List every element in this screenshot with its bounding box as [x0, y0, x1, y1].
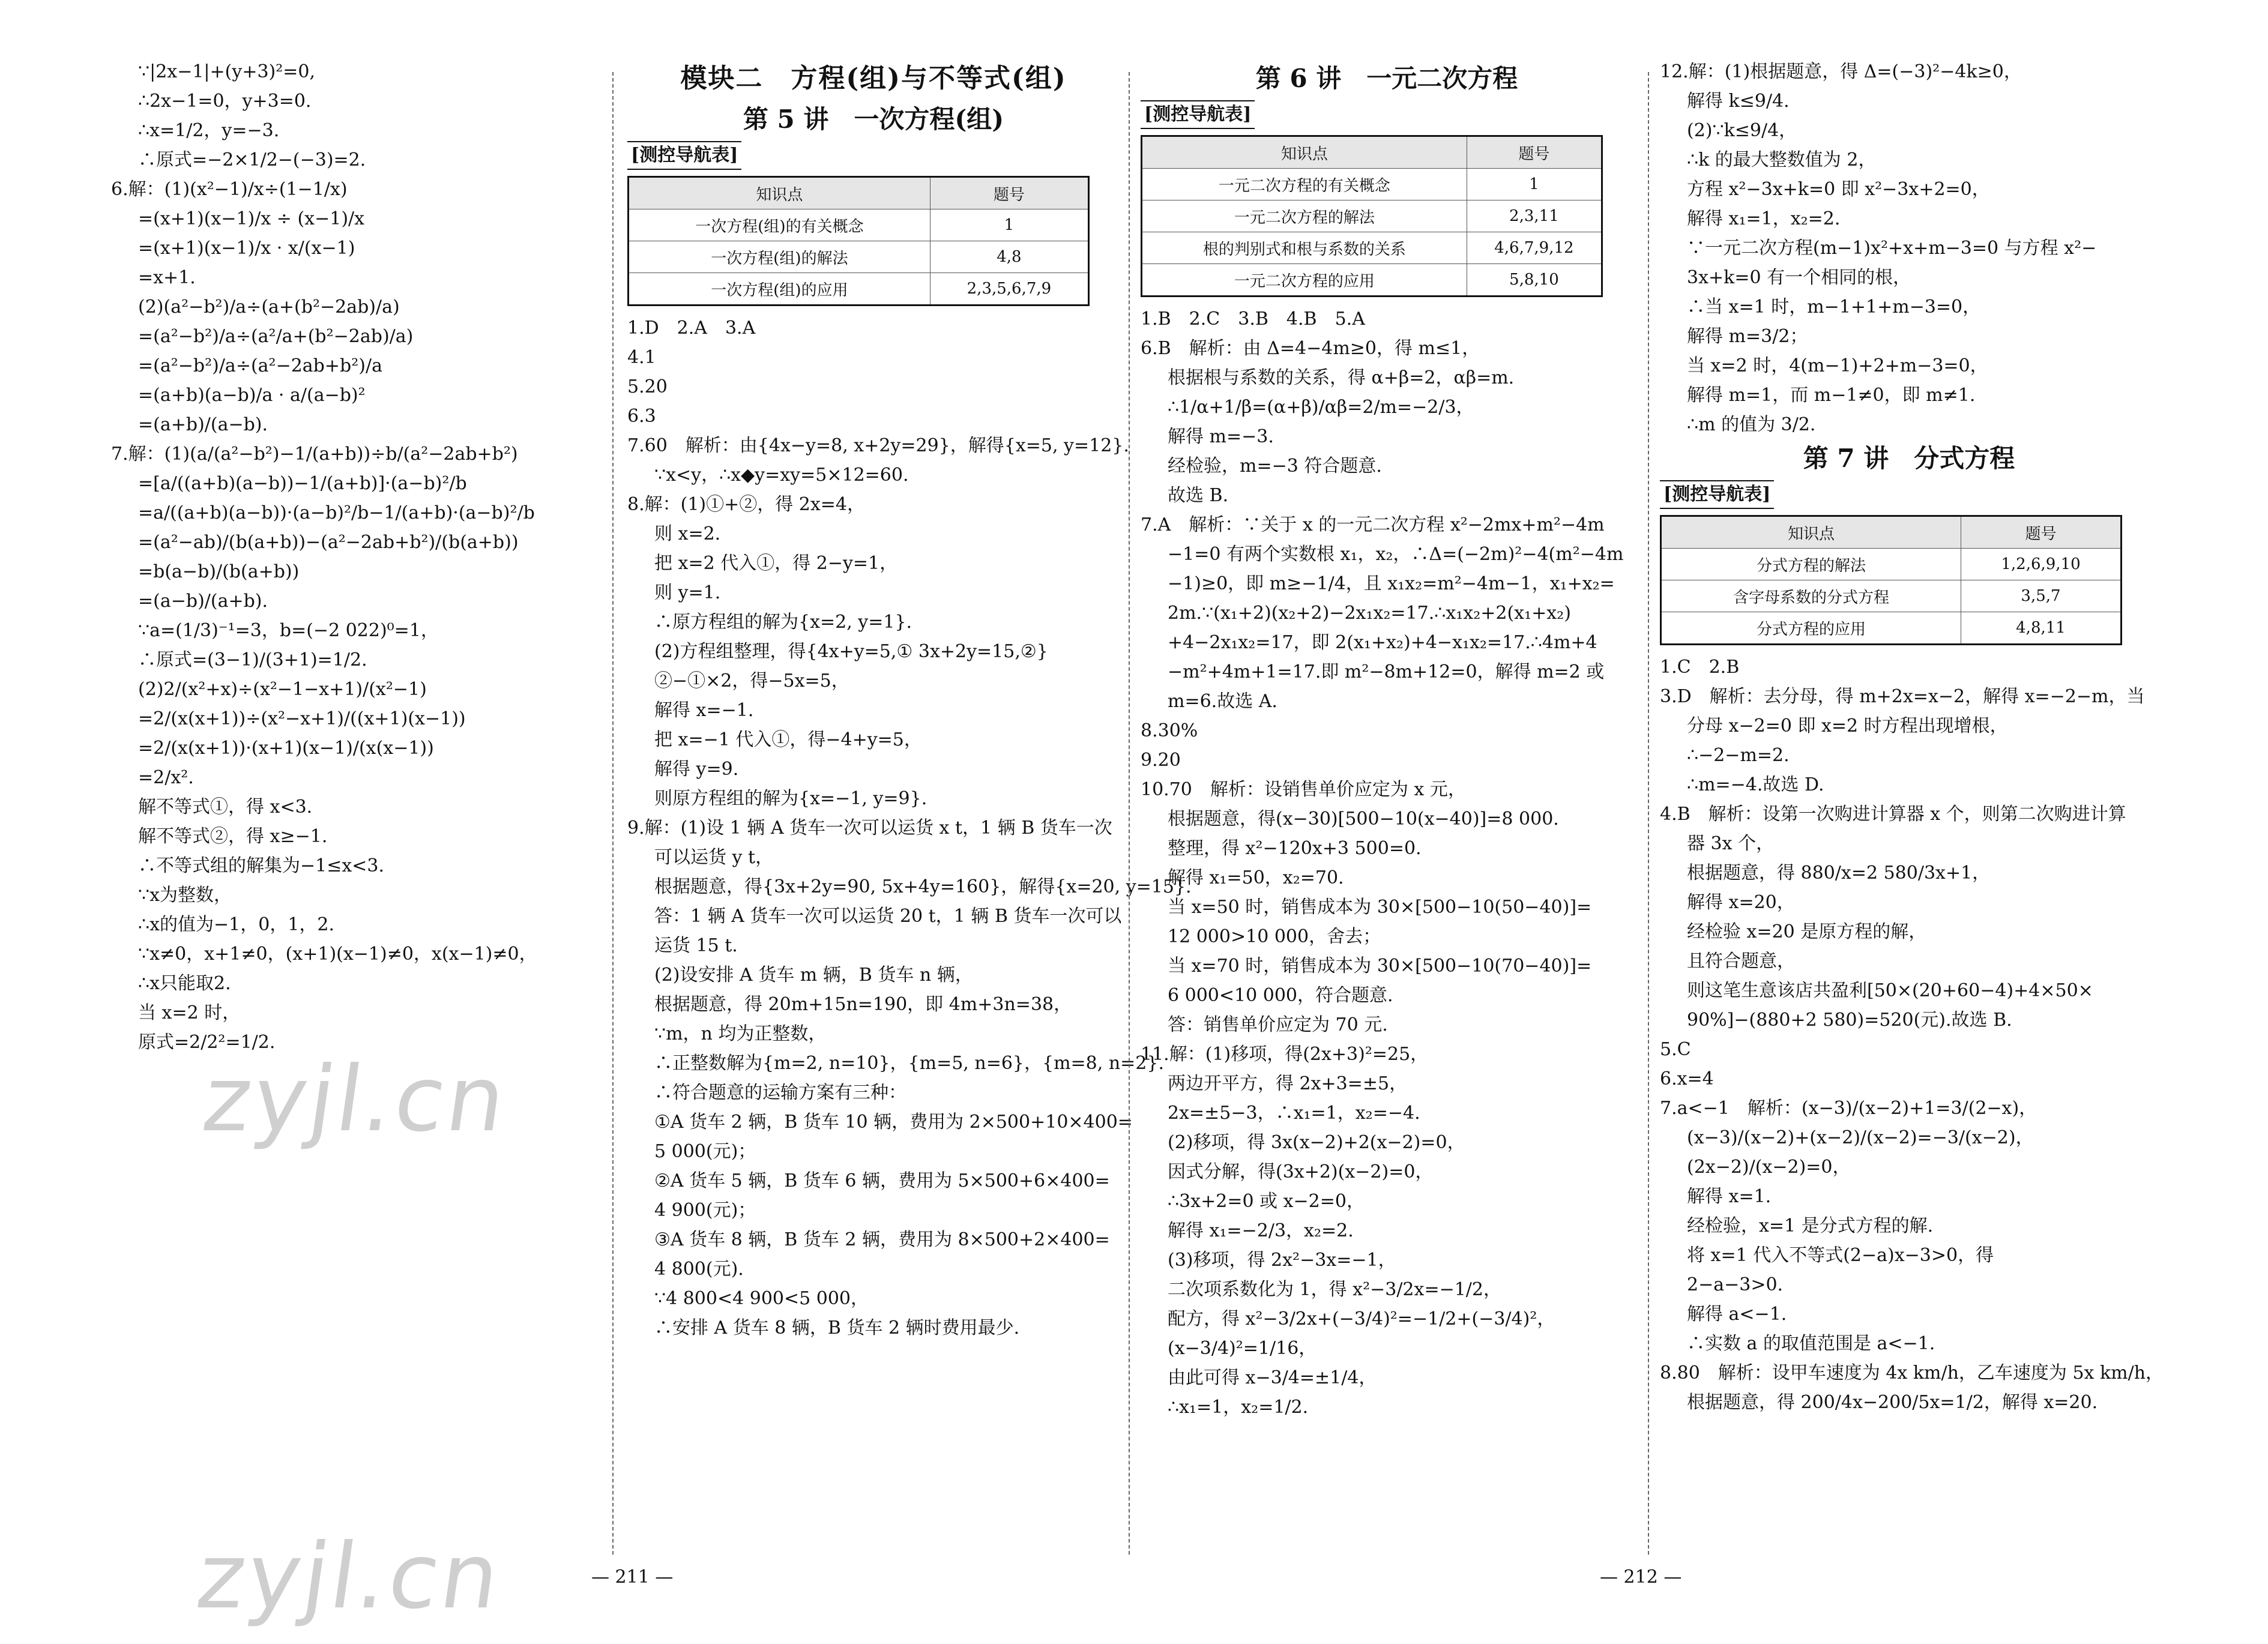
answer-line: (2)移项，得 3x(x−2)+2(x−2)=0， [1168, 1132, 1465, 1153]
table-cell: 1,2,6,9,10 [1961, 549, 2122, 580]
answer-line: ∴正整数解为{m=2, n=10}，{m=5, n=6}，{m=8, n=2}. [654, 1053, 1165, 1074]
answer-line: 故选 B. [1168, 485, 1229, 506]
answer-line: 当 x=2 时， [138, 1002, 241, 1023]
answer-line: 解得 m=1，而 m−1≠0，即 m≠1. [1687, 385, 1976, 406]
answer-line: 则原方程组的解为{x=−1, y=9}. [654, 788, 927, 809]
answer-line: (2x−2)/(x−2)=0， [1687, 1157, 1851, 1178]
answer-line: 7.解：(1)(a/(a²−b²)−1/(a+b))÷b/(a²−2ab+b²) [111, 444, 518, 465]
column-4 [1660, 57, 2164, 1417]
table-row [1142, 200, 1602, 232]
watermark: zyjl.cn [196, 1047, 514, 1152]
table-cell: 1 [1467, 169, 1602, 200]
answer-line: 由此可得 x−3/4=±1/4， [1168, 1367, 1377, 1388]
answer-line: 4 900(元)； [654, 1200, 756, 1221]
table-header: 知识点 [1142, 136, 1467, 169]
answer-line: 8.解：(1)①+②，得 2x=4， [627, 494, 866, 515]
answer-line: ∴不等式组的解集为−1≤x<3. [138, 855, 385, 876]
answer-line: 根据题意，得{3x+2y=90, 5x+4y=160}，解得{x=20, y=15}. [654, 876, 1192, 897]
table-cell: 一次方程(组)的解法 [629, 241, 930, 273]
answer-line: ③A 货车 8 辆，B 货车 2 辆，费用为 8×500+2×400= [654, 1229, 1110, 1250]
answer-line: (2)2/(x²+x)÷(x²−1−x+1)/(x²−1) [138, 679, 427, 700]
answer-line: 根据题意，得 20m+15n=190，即 4m+3n=38， [654, 994, 1072, 1015]
answer-line: 运货 15 t. [654, 935, 738, 956]
answer-line: 解不等式①，得 x<3. [138, 796, 313, 817]
table-row [1142, 169, 1602, 200]
answer-line: ①A 货车 2 辆，B 货车 10 辆，费用为 2×500+10×400= [654, 1112, 1133, 1133]
answer-line: =[a/((a+b)(a−b))−1/(a+b)]·(a−b)²/b [138, 473, 467, 494]
table-header: 题号 [1467, 136, 1602, 169]
answer-line: ∴2x−1=0，y+3=0. [138, 91, 312, 112]
answer-line: 7.60 解析：由{4x−y=8, x+2y=29}，解得{x=5, y=12}. [627, 435, 1129, 456]
table-row [629, 241, 1089, 273]
answer-line: 两边开平方，得 2x+3=±5， [1168, 1073, 1408, 1094]
table-cell: 4,8,11 [1961, 612, 2122, 645]
answer-line: 则 x=2. [654, 523, 721, 544]
answer-line: 二次项系数化为 1，得 x²−3/2x=−1/2， [1168, 1279, 1501, 1300]
lecture-6-answers-cont [1660, 57, 2158, 439]
answer-line: ∴安排 A 货车 8 辆，B 货车 2 辆时费用最少. [654, 1317, 1020, 1338]
answer-line: =a/((a+b)(a−b))·(a−b)²/b−1/(a+b)·(a−b)²/b [138, 502, 535, 523]
answer-line: 6.3 [627, 406, 656, 427]
answer-line: ∴原方程组的解为{x=2, y=1}. [654, 612, 912, 633]
answer-line: =(a²−ab)/(b(a+b))−(a²−2ab+b²)/(b(a+b)) [138, 532, 519, 553]
answer-line: =x+1. [138, 267, 196, 288]
answer-line: ②−①×2，得−5x=5， [654, 670, 849, 691]
answer-line: 5.C [1660, 1039, 1691, 1060]
table-cell: 5,8,10 [1467, 264, 1602, 297]
answer-line: 解得 x=−1. [654, 700, 754, 721]
answer-line: 2m.∵(x₁+2)(x₂+2)−2x₁x₂=17.∴x₁x₂+2(x₁+x₂) [1168, 603, 1571, 624]
answer-line: ∴原式=−2×1/2−(−3)=2. [138, 149, 366, 170]
table-cell: 2,3,11 [1467, 200, 1602, 232]
module-title: 模块二 方程(组)与不等式(组) [680, 63, 1067, 94]
answer-line: ∵x<y，∴x◆y=xy=5×12=60. [654, 465, 909, 486]
table-header: 知识点 [1661, 516, 1961, 549]
answer-line: 因式分解，得(3x+2)(x−2)=0， [1168, 1161, 1434, 1182]
answer-line: 9.20 [1141, 750, 1181, 771]
answer-line: 把 x=−1 代入①，得−4+y=5， [654, 729, 922, 750]
knowledge-table-6 [1141, 135, 1603, 297]
table-row [1661, 549, 2122, 580]
answer-line: 6.解：(1)(x²−1)/x÷(1−1/x) [111, 179, 348, 200]
table-cell: 一次方程(组)的应用 [629, 273, 930, 306]
answer-line: 6.x=4 [1660, 1068, 1714, 1089]
answer-line: ∵|2x−1|+(y+3)²=0, [138, 61, 316, 82]
answer-line: =2/(x(x+1))÷(x²−x+1)/((x+1)(x−1)) [138, 708, 466, 729]
answer-line: 90%]−(880+2 580)=520(元).故选 B. [1687, 1010, 2012, 1031]
answer-line: ∴x=1/2，y=−3. [138, 120, 280, 141]
answer-line: 则这笔生意该店共盈利[50×(20+60−4)+4×50× [1687, 980, 2093, 1001]
lecture-7-title: 第 7 讲 分式方程 [1803, 444, 2015, 473]
table-cell: 一元二次方程的解法 [1142, 200, 1467, 232]
answer-line: 将 x=1 代入不等式(2−a)x−3>0，得 [1687, 1245, 1994, 1266]
knowledge-table-7 [1660, 515, 2122, 645]
answer-line: (3)移项，得 2x²−3x=−1， [1168, 1250, 1396, 1271]
answer-line: ∴当 x=1 时，m−1+1+m−3=0， [1687, 297, 1981, 318]
answer-line: ∴3x+2=0 或 x−2=0， [1168, 1191, 1365, 1212]
answer-line: 1.C 2.B [1660, 657, 1740, 678]
answer-line: (x−3)/(x−2)+(x−2)/(x−2)=−3/(x−2)， [1687, 1127, 2034, 1148]
answer-line: 答：销售单价应定为 70 元. [1168, 1014, 1388, 1035]
column-1 [111, 57, 603, 1057]
answer-line: 解得 y=9. [654, 759, 739, 780]
table-cell: 分式方程的解法 [1661, 549, 1961, 580]
answer-line: 解得 x₁=1，x₂=2. [1687, 208, 1841, 229]
answer-line: 答：1 辆 A 货车一次可以运货 20 t，1 辆 B 货车一次可以 [654, 906, 1122, 927]
answer-line: ∴1/α+1/β=(α+β)/αβ=2/m=−2/3， [1168, 397, 1474, 418]
table-cell: 4,6,7,9,12 [1467, 232, 1602, 264]
answer-line: ∴x的值为−1，0，1，2. [138, 914, 335, 935]
lecture-6-answers [1141, 304, 1633, 1422]
knowledge-table-5 [627, 176, 1090, 306]
column-divider [612, 72, 614, 1555]
answer-line: (2)(a²−b²)/a÷(a+(b²−2ab)/a) [138, 297, 400, 318]
answer-line: 解得 k≤9/4. [1687, 91, 1790, 112]
answer-line: (2)∵k≤9/4， [1687, 120, 1797, 141]
answer-line: −1)≥0，即 m≥−1/4，且 x₁x₂=m²−4m−1，x₁+x₂= [1168, 573, 1615, 594]
table-cell: 一元二次方程的应用 [1142, 264, 1467, 297]
table-cell: 一次方程(组)的有关概念 [629, 209, 930, 241]
answer-line: 3x+k=0 有一个相同的根， [1687, 267, 1911, 288]
answer-line: =(x+1)(x−1)/x ÷ (x−1)/x [138, 208, 365, 229]
answer-line: ∵一元二次方程(m−1)x²+x+m−3=0 与方程 x²− [1687, 238, 2097, 259]
answer-line: 根据题意，得(x−30)[500−10(x−40)]=8 000. [1168, 808, 1559, 830]
answer-line: 7.a<−1 解析：(x−3)/(x−2)+1=3/(2−x)， [1660, 1098, 2037, 1119]
answer-line: 1.B 2.C 3.B 4.B 5.A [1141, 309, 1365, 330]
answer-line: 把 x=2 代入①，得 2−y=1， [654, 553, 898, 574]
answer-line: 经检验 x=20 是原方程的解， [1687, 921, 1927, 942]
answer-line: 5 000(元)； [654, 1141, 756, 1162]
answer-line: =2/(x(x+1))·(x+1)(x−1)/(x(x−1)) [138, 738, 434, 759]
answer-line: 7.A 解析：∵关于 x 的一元二次方程 x²−2mx+m²−4m [1141, 514, 1605, 535]
answer-line: 5.20 [627, 376, 668, 397]
answer-line: ∵4 800<4 900<5 000， [654, 1288, 869, 1309]
table-cell: 一元二次方程的有关概念 [1142, 169, 1467, 200]
answer-line: 解得 m=3/2； [1687, 326, 1808, 347]
answer-line: 6.B 解析：由 Δ=4−4m≥0，得 m≤1， [1141, 338, 1480, 359]
answer-line: (x−3/4)²=1/16， [1168, 1338, 1317, 1359]
answer-line: 12 000>10 000，舍去； [1168, 926, 1381, 947]
column-divider [1129, 72, 1130, 1555]
answer-line: ∴符合题意的运输方案有三种： [654, 1082, 906, 1103]
table-row [1661, 580, 2122, 612]
answer-line: ∴k 的最大整数值为 2， [1687, 149, 1877, 170]
answer-line: ∵a=(1/3)⁻¹=3，b=(−2 022)⁰=1， [138, 620, 439, 641]
table-row [629, 273, 1089, 306]
table-row [629, 209, 1089, 241]
answer-line: 配方，得 x²−3/2x+(−3/4)²=−1/2+(−3/4)²， [1168, 1308, 1555, 1329]
table-cell: 分式方程的应用 [1661, 612, 1961, 645]
answer-line: ∵x≠0，x+1≠0，(x+1)(x−1)≠0，x(x−1)≠0， [138, 944, 537, 965]
answer-line: 2x=±5−3，∴x₁=1，x₂=−4. [1168, 1103, 1420, 1124]
answer-line: 9.解：(1)设 1 辆 A 货车一次可以运货 x t，1 辆 B 货车一次 [627, 817, 1112, 839]
answer-line: ∴实数 a 的取值范围是 a<−1. [1687, 1333, 1935, 1354]
answer-line: 解得 a<−1. [1687, 1304, 1787, 1325]
answer-line: 经检验，m=−3 符合题意. [1168, 456, 1382, 477]
table-header: 题号 [1961, 516, 2122, 549]
nav-label: [测控导航表] [1660, 480, 1774, 509]
table-row [1142, 232, 1602, 264]
nav-label: [测控导航表] [627, 141, 741, 170]
answer-line: ∵m，n 均为正整数， [654, 1023, 827, 1044]
answer-line: =(a²−b²)/a÷(a²−2ab+b²)/a [138, 355, 382, 376]
answer-line: 2−a−3>0. [1687, 1274, 1784, 1295]
answer-line: 当 x=70 时，销售成本为 30×[500−10(70−40)]= [1168, 956, 1592, 977]
table-cell: 根的判别式和根与系数的关系 [1142, 232, 1467, 264]
answer-line: ∴m 的值为 3/2. [1687, 414, 1816, 435]
answer-line: 8.30% [1141, 720, 1198, 741]
table-cell: 2,3,5,6,7,9 [930, 273, 1088, 306]
answer-line: 解得 x₁=−2/3，x₂=2. [1168, 1220, 1354, 1241]
lecture-6-title: 第 6 讲 一元二次方程 [1255, 64, 1518, 93]
answer-line: ∴x只能取2. [138, 973, 231, 994]
answer-line: 原式=2/2²=1/2. [138, 1032, 276, 1053]
answer-line: −1=0 有两个实数根 x₁，x₂，∴Δ=(−2m)²−4(m²−4m [1168, 544, 1624, 565]
answer-line: 器 3x 个， [1687, 833, 1775, 854]
answer-line: 解得 x=20， [1687, 892, 1795, 913]
answer-line: 4 800(元). [654, 1259, 744, 1280]
answer-line: 11.解：(1)移项，得(2x+3)²=25， [1141, 1044, 1429, 1065]
watermark: zyjl.cn [190, 1525, 508, 1629]
column-divider [1648, 72, 1649, 1555]
answer-line: 4.B 解析：设第一次购进计算器 x 个，则第二次购进计算 [1660, 804, 2126, 825]
table-header: 题号 [930, 177, 1088, 209]
answer-line: =(a²−b²)/a÷(a²/a+(b²−2ab)/a) [138, 326, 414, 347]
table-cell: 含字母系数的分式方程 [1661, 580, 1961, 612]
answer-line: 解不等式②，得 x≥−1. [138, 826, 328, 847]
table-header: 知识点 [629, 177, 930, 209]
answer-line: 方程 x²−3x+k=0 即 x²−3x+2=0， [1687, 179, 1990, 200]
answer-line: 4.1 [627, 347, 656, 368]
answer-line: 当 x=50 时，销售成本为 30×[500−10(50−40)]= [1168, 897, 1592, 918]
table-row [1661, 612, 2122, 645]
table-cell: 3,5,7 [1961, 580, 2122, 612]
answer-line: (2)方程组整理，得{4x+y=5,① 3x+2y=15,②} [654, 641, 1048, 662]
answer-line: ∴原式=(3−1)/(3+1)=1/2. [138, 649, 367, 670]
answer-line: 整理，得 x²−120x+3 500=0. [1168, 838, 1422, 859]
answer-line: ∴x₁=1，x₂=1/2. [1168, 1397, 1309, 1418]
table-cell: 1 [930, 209, 1088, 241]
answer-line: 根据题意，得 880/x=2 580/3x+1， [1687, 863, 1991, 884]
answer-line: ∴−2−m=2. [1687, 745, 1790, 766]
answer-line: 解得 m=−3. [1168, 426, 1274, 447]
lecture-7-answers [1660, 652, 2164, 1417]
answer-line: 1.D 2.A 3.A [627, 318, 756, 339]
answer-line: =b(a−b)/(b(a+b)) [138, 561, 300, 582]
answer-line: 解得 x=1. [1687, 1186, 1772, 1207]
column-3 [1141, 57, 1633, 1422]
answer-line: −m²+4m+1=17.即 m²−8m+12=0，解得 m=2 或 [1168, 661, 1605, 682]
answer-line: 可以运货 y t， [654, 847, 774, 868]
answer-line: ∵x为整数， [138, 885, 232, 906]
answer-line: 且符合题意， [1687, 951, 1795, 972]
answer-line: 根据题意，得 200/4x−200/5x=1/2，解得 x=20. [1687, 1392, 2098, 1413]
answer-line: 12.解：(1)根据题意，得 Δ=(−3)²−4k≥0， [1660, 61, 2022, 82]
answer-line: (2)设安排 A 货车 m 辆，B 货车 n 辆， [654, 965, 973, 986]
answer-line: m=6.故选 A. [1168, 691, 1277, 712]
answer-line: 根据根与系数的关系，得 α+β=2，αβ=m. [1168, 367, 1515, 388]
answer-line: =(a−b)/(a+b). [138, 591, 268, 612]
answer-line: =(a+b)(a−b)/a · a/(a−b)² [138, 385, 366, 406]
lecture-5-title: 第 5 讲 一次方程(组) [743, 104, 1004, 134]
answer-line: 10.70 解析：设销售单价应定为 x 元， [1141, 779, 1466, 800]
answer-line: =(a+b)/(a−b). [138, 414, 268, 435]
page-number-left: — 211 — [591, 1567, 674, 1588]
answer-line: ②A 货车 5 辆，B 货车 6 辆，费用为 5×500+6×400= [654, 1170, 1110, 1191]
answer-line: 6 000<10 000，符合题意. [1168, 985, 1393, 1006]
page-number-right: — 212 — [1600, 1567, 1682, 1588]
answer-line: =(x+1)(x−1)/x · x/(x−1) [138, 238, 355, 259]
answer-line: 分母 x−2=0 即 x=2 时方程出现增根， [1687, 715, 2008, 736]
nav-label: [测控导航表] [1141, 100, 1255, 129]
answer-line: 3.D 解析：去分母，得 m+2x=x−2，解得 x=−2−m，当 [1660, 686, 2145, 707]
answer-line: 经检验，x=1 是分式方程的解. [1687, 1215, 1934, 1236]
answer-line: =2/x². [138, 767, 194, 788]
answer-line: 则 y=1. [654, 582, 721, 603]
answer-line: 8.80 解析：设甲车速度为 4x km/h，乙车速度为 5x km/h， [1660, 1362, 2164, 1384]
answer-line: 解得 x₁=50，x₂=70. [1168, 867, 1344, 888]
answer-line: +4−2x₁x₂=17，即 2(x₁+x₂)+4−x₁x₂=17.∴4m+4 [1168, 632, 1597, 653]
answer-line: 当 x=2 时，4(m−1)+2+m−3=0， [1687, 355, 1988, 376]
table-cell: 4,8 [930, 241, 1088, 273]
table-row [1142, 264, 1602, 297]
answer-line: ∴m=−4.故选 D. [1687, 774, 1824, 795]
